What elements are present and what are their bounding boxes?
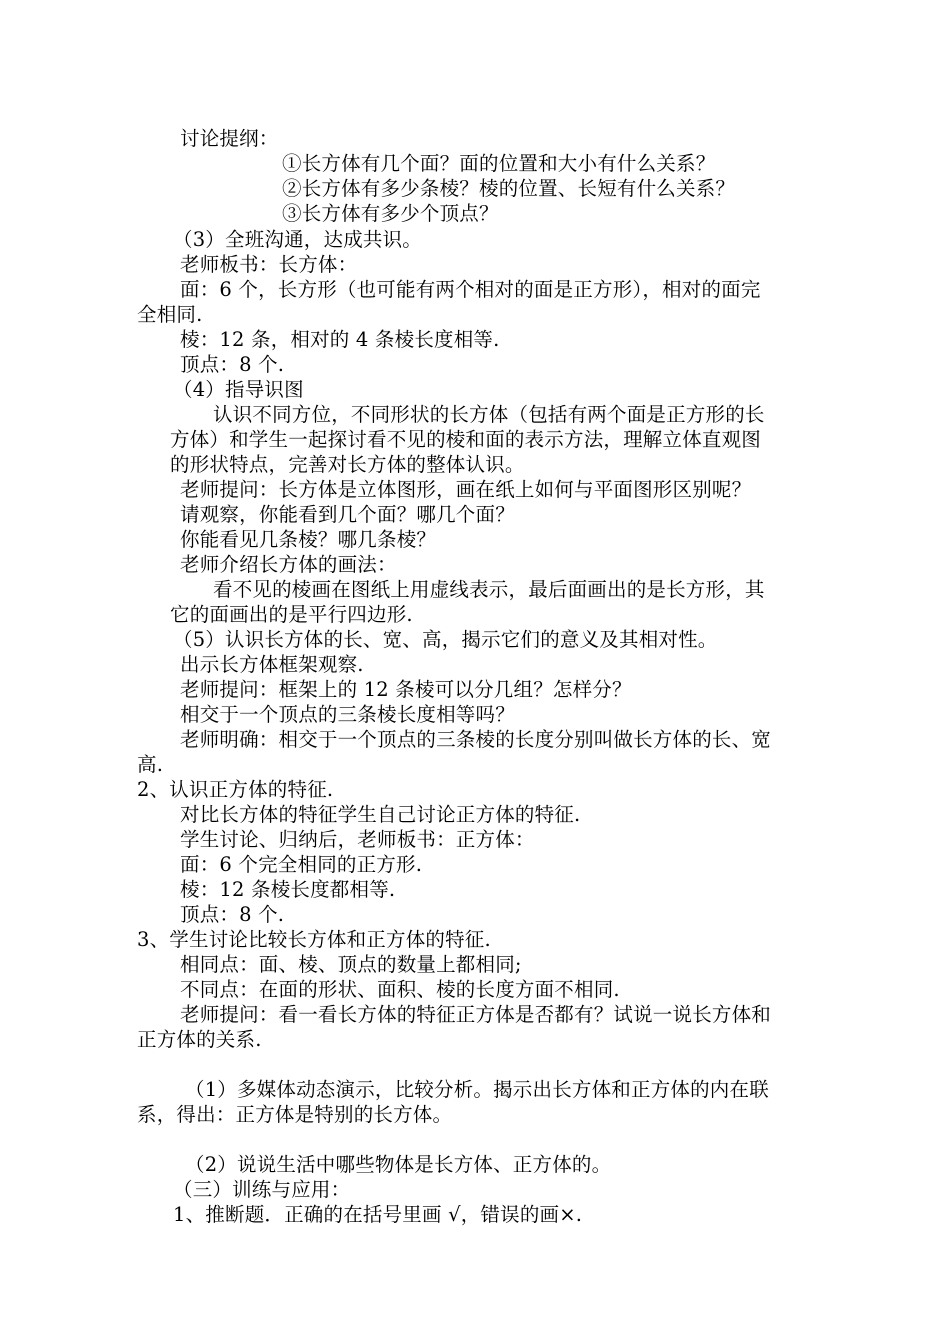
text-line: （2）说说生活中哪些物体是长方体、正方体的。 bbox=[185, 1153, 612, 1176]
text-line: 不同点：在面的形状、面积、棱的长度方面不相同. bbox=[180, 978, 620, 1001]
text-line: 1、推断题．正确的在括号里画 √，错误的画×. bbox=[173, 1203, 583, 1226]
text-line: 面：6 个完全相同的正方形. bbox=[180, 853, 423, 876]
text-line: 方体）和学生一起探讨看不见的棱和面的表示方法，理解立体直观图 bbox=[170, 428, 762, 451]
text-line: 2、认识正方体的特征. bbox=[137, 778, 334, 801]
text-line: 学生讨论、归纳后，老师板书：正方体： bbox=[180, 828, 535, 851]
text-line: 相同点：面、棱、顶点的数量上都相同; bbox=[180, 953, 522, 976]
text-line: 顶点：8 个. bbox=[180, 353, 285, 376]
text-line: 看不见的棱画在图纸上用虚线表示，最后面画出的是长方形，其 bbox=[213, 578, 765, 601]
text-line: 高. bbox=[137, 753, 164, 776]
text-line: ②长方体有多少条棱？棱的位置、长短有什么关系？ bbox=[282, 177, 736, 200]
text-line: 棱：12 条棱长度都相等. bbox=[180, 878, 396, 901]
text-line: ①长方体有几个面？面的位置和大小有什么关系？ bbox=[282, 152, 716, 175]
text-line: （1）多媒体动态演示，比较分析。揭示出长方体和正方体的内在联 bbox=[185, 1078, 769, 1101]
text-line: 全相同. bbox=[137, 303, 203, 326]
text-line: 3、学生讨论比较长方体和正方体的特征. bbox=[137, 928, 491, 951]
text-line: 老师提问：框架上的 12 条棱可以分几组？怎样分？ bbox=[180, 678, 632, 701]
text-line: 系，得出：正方体是特别的长方体。 bbox=[137, 1103, 453, 1126]
text-line: 相交于一个顶点的三条棱长度相等吗？ bbox=[180, 703, 515, 726]
text-line: 顶点：8 个. bbox=[180, 903, 285, 926]
text-line: 认识不同方位，不同形状的长方体（包括有两个面是正方形的长 bbox=[213, 403, 765, 426]
text-line: 老师明确：相交于一个顶点的三条棱的长度分别叫做长方体的长、宽 bbox=[180, 728, 772, 751]
text-line: 你能看见几条棱？哪几条棱？ bbox=[180, 528, 437, 551]
text-line: 棱：12 条，相对的 4 条棱长度相等. bbox=[180, 328, 500, 351]
text-line: 正方体的关系. bbox=[137, 1028, 262, 1051]
text-line: 的形状特点，完善对长方体的整体认识。 bbox=[170, 453, 525, 476]
text-line: （5）认识长方体的长、宽、高，揭示它们的意义及其相对性。 bbox=[173, 628, 718, 651]
text-line: 对比长方体的特征学生自己讨论正方体的特征. bbox=[180, 803, 581, 826]
text-line: （三）训练与应用： bbox=[173, 1178, 351, 1201]
text-line: （3）全班沟通，达成共识。 bbox=[173, 228, 423, 251]
text-line: （4）指导识图 bbox=[173, 378, 304, 401]
text-line: 请观察，你能看到几个面？哪几个面？ bbox=[180, 503, 515, 526]
text-line: 讨论提纲： bbox=[180, 127, 279, 150]
text-line: 老师板书：长方体： bbox=[180, 253, 358, 276]
text-line: 老师提问：长方体是立体图形，画在纸上如何与平面图形区别呢？ bbox=[180, 478, 752, 501]
text-line: 老师介绍长方体的画法： bbox=[180, 553, 397, 576]
text-line: 面：6 个，长方形（也可能有两个相对的面是正方形），相对的面完 bbox=[180, 278, 761, 301]
text-line: ③长方体有多少个顶点？ bbox=[282, 202, 499, 225]
text-line: 出示长方体框架观察. bbox=[180, 653, 364, 676]
text-line: 老师提问：看一看长方体的特征正方体是否都有？试说一说长方体和 bbox=[180, 1003, 772, 1026]
text-line: 它的面画出的是平行四边形. bbox=[170, 603, 413, 626]
